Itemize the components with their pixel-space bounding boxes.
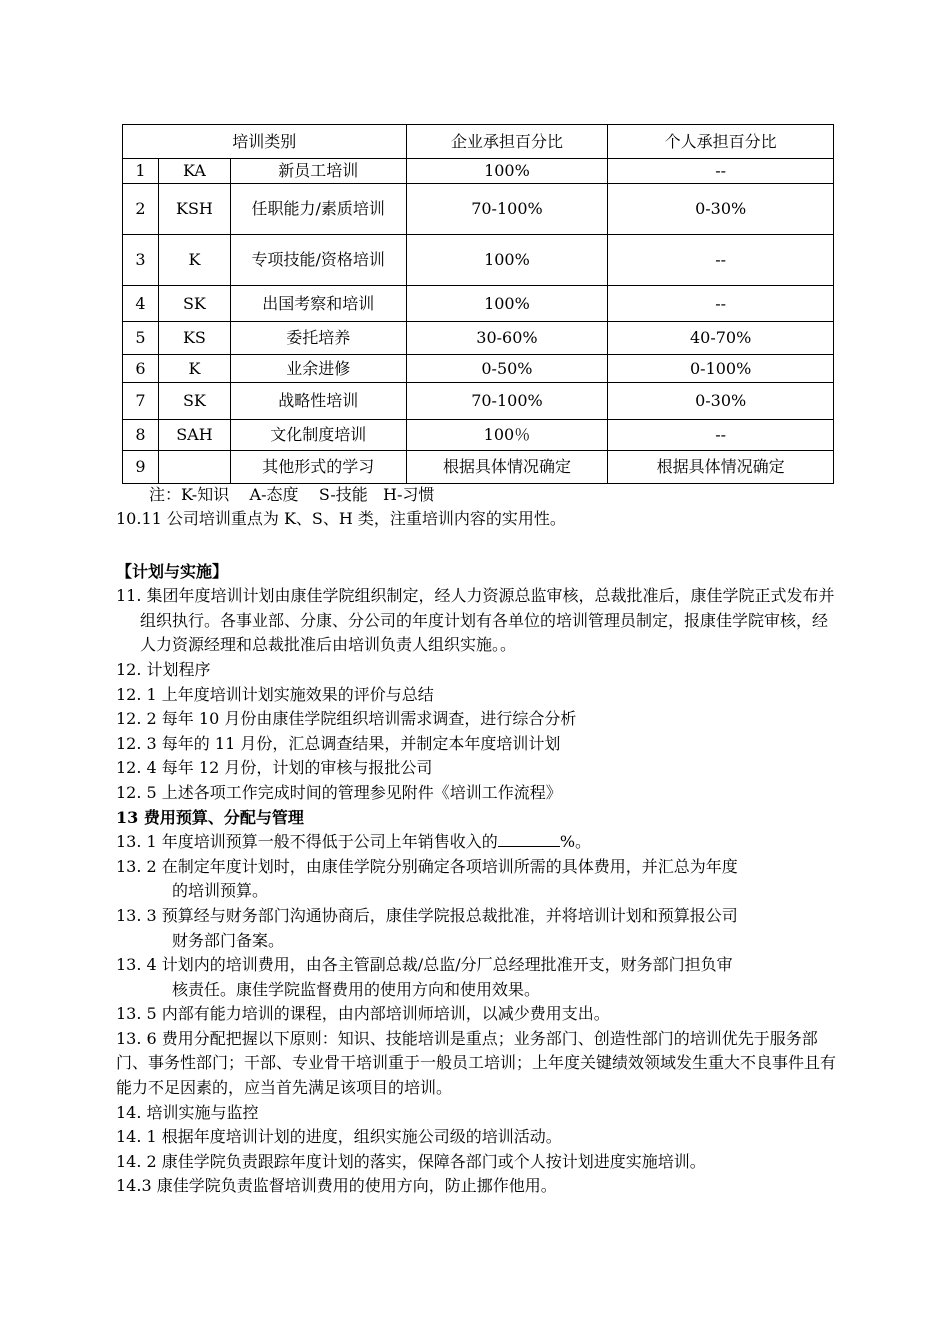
row-code: [158, 451, 230, 484]
paragraph-14: 14. 培训实施与监控: [116, 1102, 259, 1122]
row-no: 9: [123, 451, 159, 484]
row-company: 30-60%: [406, 322, 608, 355]
row-company: 100%: [406, 235, 608, 286]
table-row: [123, 420, 834, 451]
row-personal: --: [608, 159, 834, 184]
row-company: 根据具体情况确定: [406, 451, 608, 484]
row-name: 文化制度培训: [230, 420, 406, 451]
table-row: [123, 451, 834, 484]
row-no: 2: [123, 184, 159, 235]
paragraph-12-1: 12. 1 上年度培训计划实施效果的评价与总结: [116, 684, 434, 704]
paragraph-13-2: [116, 855, 838, 904]
table-row: [123, 286, 834, 322]
row-name: 委托培养: [230, 322, 406, 355]
row-name: 新员工培训: [230, 159, 406, 184]
paragraph-13-1-text: 13. 1 年度培训预算一般不得低于公司上年销售收入的: [116, 832, 498, 852]
paragraph-13-3: [116, 904, 838, 953]
header-company: 企业承担百分比: [406, 125, 608, 159]
row-no: 7: [123, 383, 159, 420]
paragraph-14-1: 14. 1 根据年度培训计划的进度，组织实施公司级的培训活动。: [116, 1127, 562, 1147]
table-row: [123, 383, 834, 420]
paragraph-11: 11. 集团年度培训计划由康佳学院组织制定，经人力资源总监审核，总裁批准后，康佳学院正式发布并组织执行。各事业部、分康、分公司的年度计划有各单位的培训管理员制定，报康佳学院审核，经人力资源经理和总裁批准后由培训负责人组织实施。。: [116, 586, 835, 655]
paragraph-13-6: 13. 6 费用分配把握以下原则：知识、技能培训是重点；业务部门、创造性部门的培训优先于服务部门、事务性部门；干部、专业骨干培训重于一般员工培训；上年度关键绩效领域发生重大不良事件且有能力不足因素的，应当首先满足该项目的培训。: [116, 1028, 837, 1098]
table-row: [123, 159, 834, 184]
paragraph-12-2: 12. 2 每年 10 月份由康佳学院组织培训需求调查，进行综合分析: [116, 709, 577, 729]
row-no: 6: [123, 355, 159, 383]
paragraph-12-3: 12. 3 每年的 11 月份，汇总调查结果，并制定本年度培训计划: [116, 733, 561, 753]
paragraph-12: 12. 计划程序: [116, 659, 211, 679]
row-company: 100%: [406, 159, 608, 184]
row-personal: 0-30%: [608, 383, 834, 420]
section-heading-budget: 13 费用预算、分配与管理: [116, 807, 304, 827]
training-cost-table: [122, 124, 834, 484]
row-code: SAH: [158, 420, 230, 451]
paragraph-14-3: 14.3 康佳学院负责监督培训费用的使用方向，防止挪作他用。: [116, 1176, 557, 1196]
paragraph-13-2-line2: 的培训预算。: [172, 881, 269, 901]
row-personal: 根据具体情况确定: [608, 451, 834, 484]
paragraph-12-5: 12. 5 上述各项工作完成时间的管理参见附件《培训工作流程》: [116, 782, 562, 802]
row-company: 100％: [406, 420, 608, 451]
row-company: 70-100%: [406, 184, 608, 235]
paragraph-13-4-line2: 核责任。康佳学院监督费用的使用方向和使用效果。: [172, 979, 541, 999]
paragraph-13-1: [116, 830, 838, 855]
row-personal: 40-70%: [608, 322, 834, 355]
row-no: 3: [123, 235, 159, 286]
row-company: 70-100%: [406, 383, 608, 420]
row-personal: 0-30%: [608, 184, 834, 235]
row-code: SK: [158, 286, 230, 322]
paragraph-12-4: 12. 4 每年 12 月份，计划的审核与报批公司: [116, 758, 433, 778]
row-no: 1: [123, 159, 159, 184]
table-row: [123, 184, 834, 235]
table-header-row: [123, 125, 834, 159]
row-name: 专项技能/资格培训: [230, 235, 406, 286]
table-row: [123, 322, 834, 355]
paragraph-14-2: 14. 2 康佳学院负责跟踪年度计划的落实，保障各部门或个人按计划进度实施培训。: [116, 1151, 706, 1171]
row-code: KSH: [158, 184, 230, 235]
paragraph-13-3-line2: 财务部门备案。: [172, 930, 285, 950]
paragraph-10-11: 10.11 公司培训重点为 K、S、H 类，注重培训内容的实用性。: [116, 509, 566, 528]
section-heading-plan: 【计划与实施】: [116, 561, 229, 581]
paragraph-13-2-line1: 13. 2 在制定年度计划时，由康佳学院分别确定各项培训所需的具体费用，并汇总为年度: [116, 856, 738, 876]
row-name: 任职能力/素质培训: [230, 184, 406, 235]
row-name: 业余进修: [230, 355, 406, 383]
document-body: [116, 507, 838, 1199]
paragraph-13-4: [116, 953, 838, 1002]
paragraph-13-1-suffix: %。: [559, 832, 592, 852]
row-name: 出国考察和培训: [230, 286, 406, 322]
row-code: KA: [158, 159, 230, 184]
table-note: 注：K-知识 A-态度 S-技能 H-习惯: [149, 485, 435, 504]
row-code: SK: [158, 383, 230, 420]
row-code: KS: [158, 322, 230, 355]
table-row: [123, 355, 834, 383]
row-company: 0-50%: [406, 355, 608, 383]
row-personal: 0-100%: [608, 355, 834, 383]
header-category: 培训类别: [123, 125, 407, 159]
row-no: 4: [123, 286, 159, 322]
paragraph-13-5: 13. 5 内部有能力培训的课程，由内部培训师培训，以减少费用支出。: [116, 1004, 610, 1024]
paragraph-13-3-line1: 13. 3 预算经与财务部门沟通协商后，康佳学院报总裁批准，并将培训计划和预算报公司: [116, 905, 738, 925]
header-personal: 个人承担百分比: [608, 125, 834, 159]
row-code: K: [158, 355, 230, 383]
row-personal: --: [608, 286, 834, 322]
blank-underline: [498, 832, 560, 847]
paragraph-13-4-line1: 13. 4 计划内的培训费用，由各主管副总裁/总监/分厂总经理批准开支，财务部门担负审: [116, 955, 733, 975]
row-no: 5: [123, 322, 159, 355]
row-name: 其他形式的学习: [230, 451, 406, 484]
table-row: [123, 235, 834, 286]
row-company: 100%: [406, 286, 608, 322]
row-name: 战略性培训: [230, 383, 406, 420]
row-no: 8: [123, 420, 159, 451]
row-code: K: [158, 235, 230, 286]
row-personal: --: [608, 235, 834, 286]
row-personal: --: [608, 420, 834, 451]
